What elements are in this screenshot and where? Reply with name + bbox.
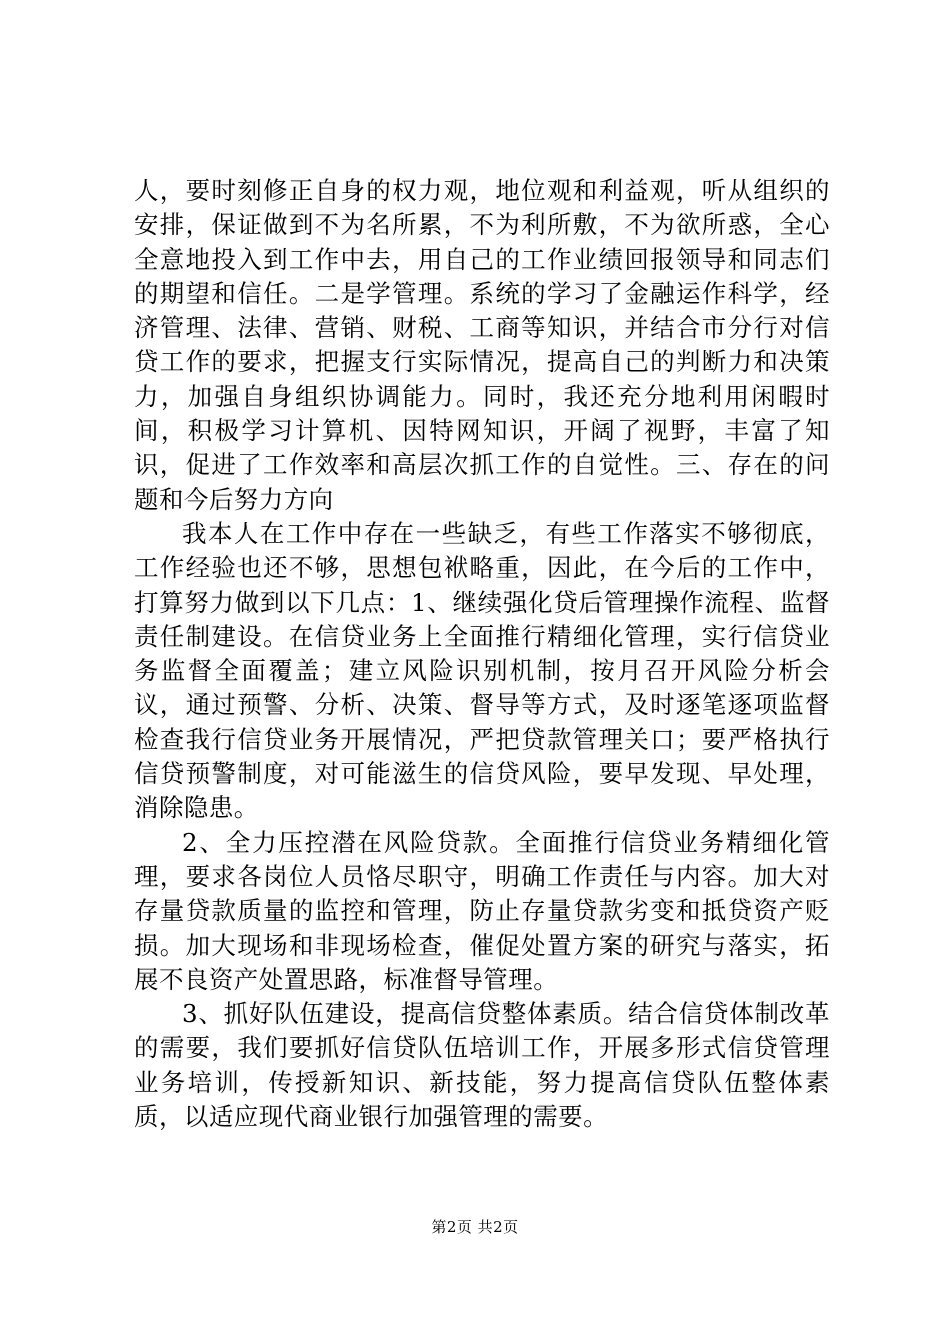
paragraph-shortcomings: 我本人在工作中存在一些缺乏，有些工作落实不够彻底，工作经验也还不够，思想包袱略重，因此，在今后的工作中，打算努力做到以下几点：1、继续强化贷后管理操作流程、监督责任制建设。在信贷业务上全面推行精细化管理，实行信贷业务监督全面覆盖；建立风险识别机制，按月召开风险分析会议，通过预警、分析、决策、督导等方式，及时逐笔逐项监督检查我行信贷业务开展情况，严把贷款管理关口；要严格执行信贷预警制度，对可能滋生的信贷风险，要早发现、早处理，消除隐患。 [134, 518, 830, 823]
paragraph-continuation: 人，要时刻修正自身的权力观，地位观和利益观，听从组织的安排，保证做到不为名所累，不为利所敷，不为欲所惑，全心全意地投入到工作中去，用自己的工作业绩回报领导和同志们的期望和信任。二是学管理。系统的学习了金融运作科学，经济管理、法律、营销、财税、工商等知识，并结合市分行对信贷工作的要求，把握支行实际情况，提高自己的判断力和决策力，加强自身组织协调能力。同时，我还充分地利用闲暇时间，积极学习计算机、因特网知识，开阔了视野，丰富了知识，促进了工作效率和高层次抓工作的自觉性。三、存在的问题和今后努力方向 [134, 176, 830, 514]
document-body [134, 174, 830, 1134]
paragraph-team-building: 3、抓好队伍建设，提高信贷整体素质。结合信贷体制改革的需要，我们要抓好信贷队伍培训工作，开展多形式信贷管理业务培训，传授新知识、新技能，努力提高信贷队伍整体素质，以适应现代商业银行加强管理的需要。 [134, 999, 830, 1132]
page-footer: 第2页 共2页 [431, 1218, 519, 1236]
paragraph-risk-control: 2、全力压控潜在风险贷款。全面推行信贷业务精细化管理，要求各岗位人员恪尽职守，明确工作责任与内容。加大对存量贷款质量的监控和管理，防止存量贷款劣变和抵贷资产贬损。加大现场和非现场检查，催促处置方案的研究与落实，拓展不良资产处置思路，标准督导管理。 [134, 827, 830, 994]
